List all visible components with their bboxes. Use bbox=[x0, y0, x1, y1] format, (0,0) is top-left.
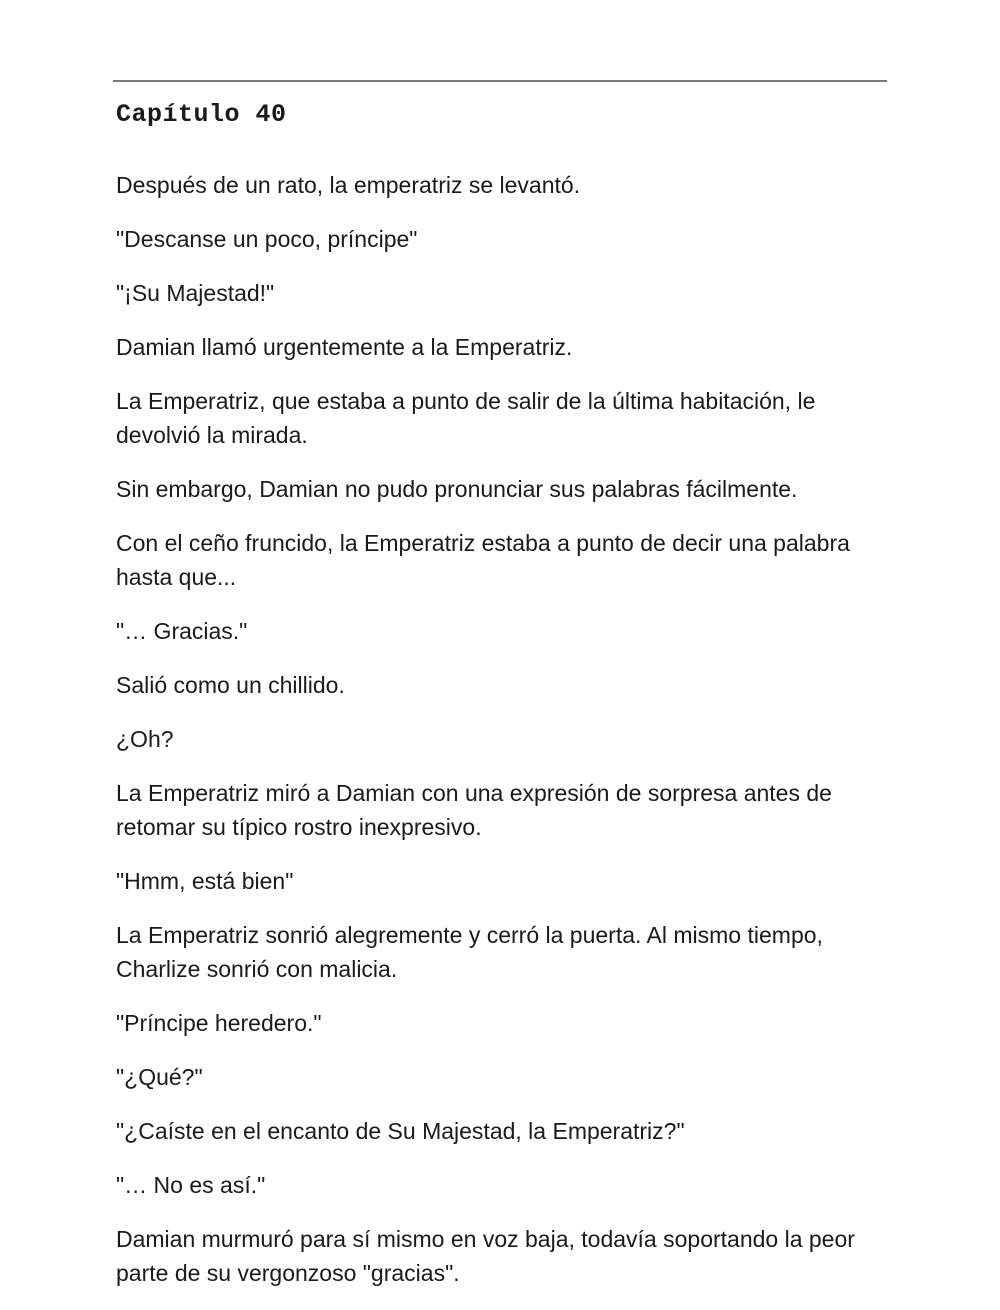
paragraph: "¡Su Majestad!" bbox=[116, 280, 275, 306]
paragraph: La Emperatriz sonrió alegremente y cerró la puerta. Al mismo tiempo, Charlize sonrió con malicia. bbox=[116, 922, 823, 982]
chapter-title: Capítulo 40 bbox=[116, 100, 287, 129]
paragraph: Damian murmuró para sí mismo en voz baja, todavía soportando la peor parte de su vergonzoso "gracias". bbox=[116, 1226, 855, 1286]
paragraph: Sin embargo, Damian no pudo pronunciar sus palabras fácilmente. bbox=[116, 476, 798, 502]
paragraph: Después de un rato, la emperatriz se levantó. bbox=[116, 172, 581, 198]
paragraph: "¿Caíste en el encanto de Su Majestad, la Emperatriz?" bbox=[116, 1118, 685, 1144]
paragraph: Salió como un chillido. bbox=[116, 672, 345, 698]
paragraph: "… Gracias." bbox=[116, 618, 248, 644]
chapter-body bbox=[116, 168, 886, 1310]
paragraph: "Descanse un poco, príncipe" bbox=[116, 226, 418, 252]
paragraph: "… No es así." bbox=[116, 1172, 266, 1198]
top-divider bbox=[113, 80, 887, 82]
paragraph: Con el ceño fruncido, la Emperatriz estaba a punto de decir una palabra hasta que... bbox=[116, 530, 850, 590]
paragraph: Damian llamó urgentemente a la Emperatriz. bbox=[116, 334, 573, 360]
paragraph: "Hmm, está bien" bbox=[116, 868, 294, 894]
paragraph: ¿Oh? bbox=[116, 726, 174, 752]
paragraph: La Emperatriz, que estaba a punto de salir de la última habitación, le devolvió la mirada. bbox=[116, 388, 816, 448]
paragraph: La Emperatriz miró a Damian con una expresión de sorpresa antes de retomar su típico rostro inexpresivo. bbox=[116, 780, 832, 840]
paragraph: "¿Qué?" bbox=[116, 1064, 203, 1090]
paragraph: "Príncipe heredero." bbox=[116, 1010, 322, 1036]
